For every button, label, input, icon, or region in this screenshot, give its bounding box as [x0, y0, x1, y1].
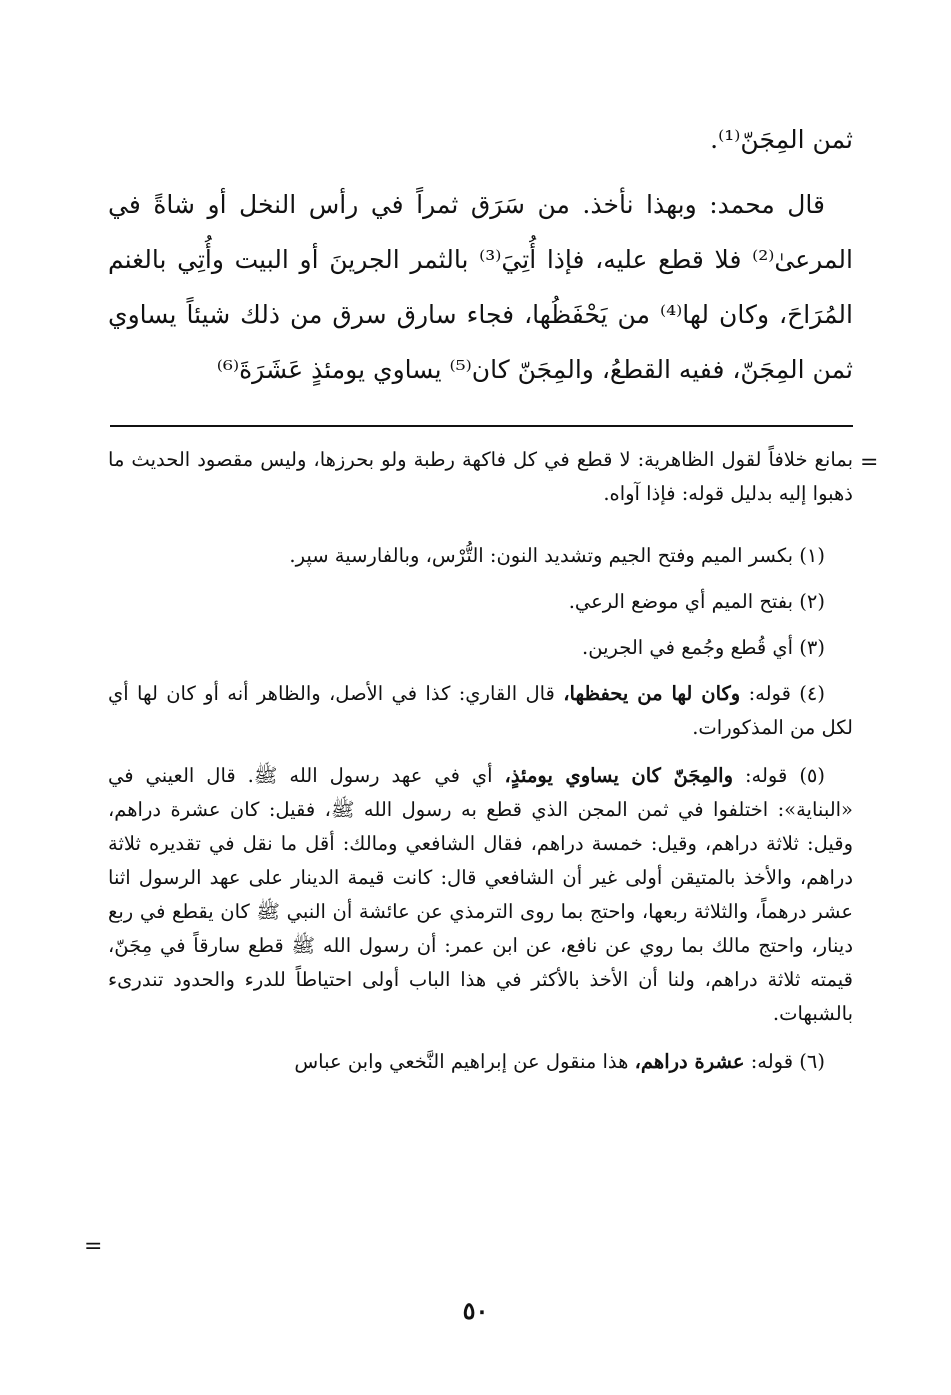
- footnote-text: بكسر الميم وفتح الجيم وتشديد النون: التُّرْس، وبالفارسية سپر.: [289, 544, 794, 567]
- footnote-number: (١): [799, 544, 825, 567]
- footnote-text: هذا منقول عن إبراهيم النَّخعي وابن عباس: [294, 1050, 629, 1073]
- footnote-text: أي قُطع وجُمع في الجرين.: [582, 636, 794, 659]
- footnote-2: [108, 585, 853, 619]
- continuation-mark-top: =: [860, 450, 879, 475]
- footnote-lead: قوله:: [748, 682, 791, 705]
- main-text: [108, 112, 853, 397]
- footnote-number: (٦): [799, 1050, 825, 1073]
- main-text-line-1: ثمن المِجَنّ⁽¹⁾.: [710, 125, 853, 154]
- footnote-number: (٥): [799, 764, 826, 787]
- footnote-carry-over: بمانع خلافاً لقول الظاهرية: لا قطع في كل فاكهة رطبة ولو بحرزها، وليس مقصود الحديث ما ذهبوا إليه بدليل قوله: فإذا آواه.: [108, 448, 853, 505]
- footnote-separator-rule: [110, 425, 853, 427]
- footnote-text: قال القاري: كذا في الأصل، والظاهر أنه أو كان لها أي لكل من المذكورات.: [108, 682, 853, 739]
- footnote-number: (٢): [799, 590, 825, 613]
- main-text-paragraph: قال محمد: وبهذا نأخذ. من سَرَق ثمراً في رأس النخل أو شاةً في المرعىٰ⁽²⁾ فلا قطع عليه، فإذا أُتِيَ⁽³⁾ بالثمر الجرينَ أو البيت وأُتِي بالغنم المُرَاحَ، وكان لها⁽⁴⁾ من يَحْفَظُها، فجاء سارق سرق من ذلك شيئاً يساوي ثمن المِجَنّ، ففيه القطعُ، والمِجَنّ كان⁽⁵⁾ يساوي يومئذٍ عَشَرَةَ⁽⁶⁾: [108, 190, 853, 384]
- continuation-mark-bottom: =: [84, 1234, 103, 1259]
- footnote-lead: قوله:: [744, 764, 788, 787]
- footnote-lead: قوله:: [750, 1050, 794, 1073]
- page-number: ٥٠: [462, 1296, 489, 1325]
- footnote-text: أي في عهد رسول الله ﷺ. قال العيني في «البناية»: اختلفوا في ثمن المجن الذي قطع به رسول الله ﷺ، فقيل: كان عشرة دراهم، وقيل: ثلاثة دراهم، وقيل: خمسة دراهم، فقال الشافعي ومالك: أقل ما نقل في تقديره ثلاثة دراهم، والأخذ بالمتيقن أولى غير أن الشافعي قال: كانت قيمة الدينار على عهد الرسول اثنا عشر درهماً، والثلاثة ربعها، واحتج بما روى الترمذي عن عائشة أن النبي ﷺ كان يقطع في ربع دينار، واحتج مالك بما روي عن نافع، عن ابن عمر: أن رسول الله ﷺ قطع سارقاً في مِجَنّ، قيمته ثلاثة دراهم، ولنا أن الأخذ بالأكثر في هذا الباب أولى احتياطاً للدرء والحدود تندرىء بالشبهات.: [108, 764, 853, 1025]
- footnote-6: [108, 1045, 853, 1079]
- footnote-3: [108, 631, 853, 665]
- footnote-number: (٤): [799, 682, 825, 705]
- footnote-quoted-phrase: وكان لها من يحفظها،: [563, 682, 741, 705]
- footnote-quoted-phrase: والمِجَنّ كان يساوي يومئذٍ،: [504, 764, 733, 787]
- footnote-number: (٣): [799, 636, 825, 659]
- footnote-quoted-phrase: عشرة دراهم،: [634, 1050, 745, 1073]
- footnote-1: [108, 539, 853, 573]
- footnote-text: بفتح الميم أي موضع الرعي.: [568, 590, 794, 613]
- footnote-4: [108, 677, 853, 745]
- footnote-5: [108, 759, 853, 1031]
- footnotes-section: [108, 443, 853, 1093]
